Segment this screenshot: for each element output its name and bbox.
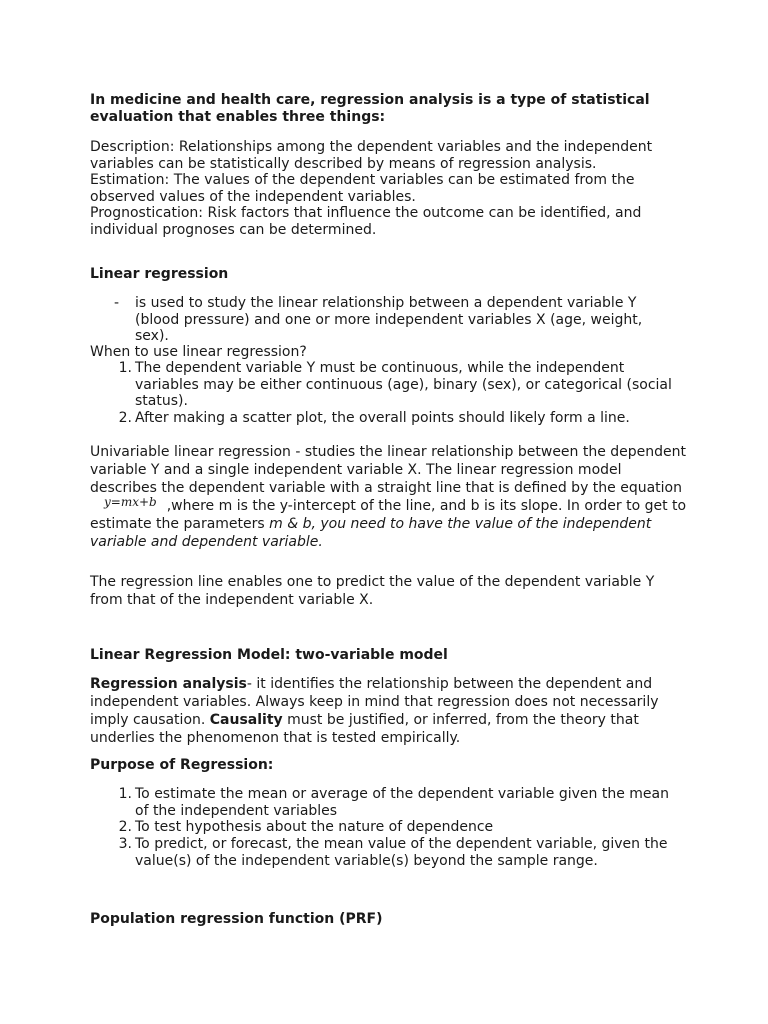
intro-heading: In medicine and health care, regression analysis is a type of statistical evaluation that enables three things:	[90, 92, 650, 125]
univariable-text-1: Univariable linear regression - studies the linear relationship between the dependent variable Y and a single independent variable X. The linear regression model describes the dependent variable with a straight line that is defined by the equation	[90, 444, 687, 496]
list-text: To predict, or forecast, the mean value of the dependent variable, given the value(s) of the independent variable(s) beyond the sample range.	[135, 836, 668, 869]
univariable-text-italic: m & b, you need to have the value of the independent variable and dependent variable.	[90, 516, 652, 550]
list-text: To estimate the mean or average of the dependent variable given the mean of the independent variables	[135, 786, 669, 819]
linear-regression-heading: Linear regression	[90, 266, 229, 282]
univariable-paragraph	[90, 443, 690, 551]
list-text: After making a scatter plot, the overall points should likely form a line.	[135, 410, 630, 426]
linear-definition-text: is used to study the linear relationship between a dependent variable Y (blood pressure) and one or more independent variables X (age, weight, sex).	[135, 295, 643, 344]
when-to-use-heading: When to use linear regression?	[90, 344, 307, 360]
list-text: The dependent variable Y must be continuous, while the independent variables may be either continuous (age), binary (sex), or categorical (social status).	[135, 360, 672, 409]
univariable-text-2: ,where m is the y-intercept of the line, and b is its slope. In order to get to estimate the parameters	[90, 498, 687, 532]
list-text: To test hypothesis about the nature of dependence	[135, 819, 494, 835]
regression-analysis-term: Regression analysis	[90, 676, 247, 692]
regression-analysis-paragraph	[90, 675, 690, 747]
list-number: 3.	[118, 836, 132, 852]
intro-prognostication: Prognostication: Risk factors that influence the outcome can be identified, and individual prognoses can be determined.	[90, 205, 642, 238]
prf-heading: Population regression function (PRF)	[90, 911, 383, 927]
regression-analysis-text-1: - it identifies the relationship between the dependent and independent variables. Always keep in mind that regression does not necessarily imply causation.	[90, 676, 659, 728]
purpose-heading: Purpose of Regression:	[90, 757, 274, 773]
list-number: 1.	[118, 360, 132, 376]
intro-estimation: Estimation: The values of the dependent variables can be estimated from the observed values of the independent variables.	[90, 172, 635, 205]
list-number: 2.	[118, 410, 132, 426]
dash-marker: -	[114, 295, 120, 311]
causality-term: Causality	[209, 712, 283, 728]
predict-paragraph: The regression line enables one to predict the value of the dependent variable Y from that of the independent variable X.	[90, 574, 655, 608]
regression-analysis-text-2: must be justified, or inferred, from the theory that underlies the phenomenon that is tested empirically.	[90, 712, 639, 746]
list-number: 1.	[118, 786, 132, 802]
list-number: 2.	[118, 819, 132, 835]
equation: y=mx+b	[104, 495, 157, 509]
intro-description: Description: Relationships among the dependent variables and the independent variables can be statistically described by means of regression analysis.	[90, 139, 653, 172]
model-heading: Linear Regression Model: two-variable model	[90, 647, 448, 663]
